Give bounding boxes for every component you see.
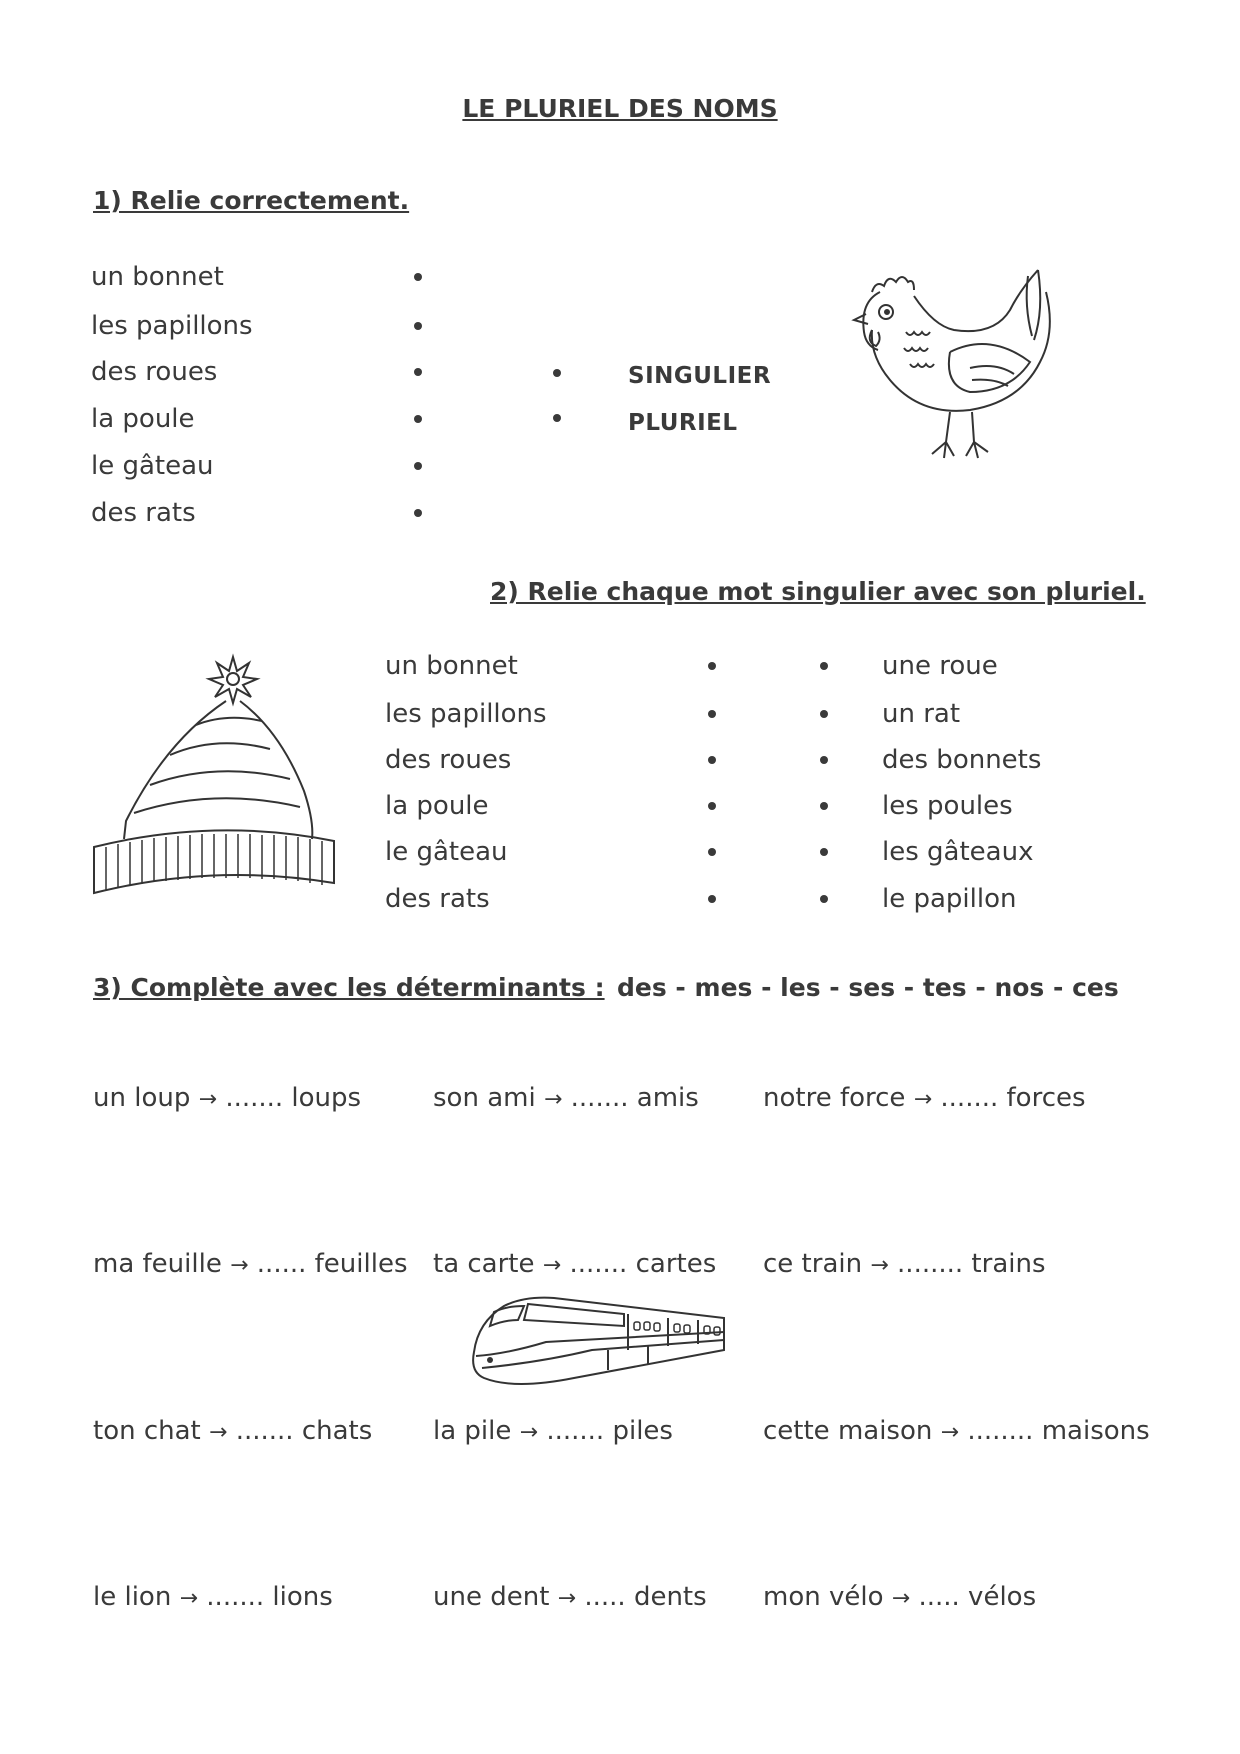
connector-dot[interactable] [820, 895, 828, 903]
page-title: LE PLURIEL DES NOMS [462, 94, 778, 123]
exercise-plural: ....... cartes [569, 1249, 717, 1279]
arrow-icon: → [209, 1420, 228, 1445]
s1-word: les papillons [91, 311, 253, 341]
s2-left-word: le gâteau [385, 837, 508, 867]
arrow-icon: → [870, 1253, 889, 1278]
exercise-item[interactable] [763, 1416, 1150, 1446]
s2-left-word: les papillons [385, 699, 547, 729]
exercise-item[interactable] [763, 1249, 1046, 1279]
exercise-singular: son ami [433, 1083, 536, 1113]
connector-dot[interactable] [414, 462, 422, 470]
exercise-plural: ........ maisons [967, 1416, 1150, 1446]
s2-right-word: les poules [882, 791, 1013, 821]
s2-left-word: un bonnet [385, 651, 518, 681]
exercise-item[interactable] [433, 1582, 707, 1612]
connector-dot[interactable] [708, 802, 716, 810]
hat-drawing [88, 655, 343, 900]
arrow-icon: → [230, 1253, 249, 1278]
connector-dot[interactable] [820, 756, 828, 764]
s2-left-word: la poule [385, 791, 489, 821]
exercise-plural: ........ trains [897, 1249, 1046, 1279]
connector-dot[interactable] [820, 662, 828, 670]
connector-dot[interactable] [414, 509, 422, 517]
determiner-list: des - mes - les - ses - tes - nos - ces [617, 973, 1119, 1002]
exercise-plural: ...... feuilles [256, 1249, 408, 1279]
connector-dot[interactable] [708, 710, 716, 718]
exercise-item[interactable] [433, 1416, 673, 1446]
connector-dot[interactable] [553, 414, 561, 422]
section2-heading: 2) Relie chaque mot singulier avec son pluriel. [490, 577, 1146, 606]
s2-right-word: une roue [882, 651, 998, 681]
exercise-plural: ....... piles [546, 1416, 673, 1446]
exercise-singular: ta carte [433, 1249, 535, 1279]
exercise-item[interactable] [93, 1582, 333, 1612]
plural-label: PLURIEL [628, 410, 738, 436]
exercise-singular: mon vélo [763, 1582, 884, 1612]
arrow-icon: → [519, 1420, 539, 1445]
exercise-plural: ....... loups [225, 1083, 362, 1113]
exercise-plural: ....... lions [206, 1582, 333, 1612]
connector-dot[interactable] [708, 895, 716, 903]
connector-dot[interactable] [820, 802, 828, 810]
connector-dot[interactable] [708, 756, 716, 764]
s2-left-word: des roues [385, 745, 512, 775]
exercise-singular: une dent [433, 1582, 550, 1612]
connector-dot[interactable] [820, 710, 828, 718]
connector-dot[interactable] [553, 369, 561, 377]
arrow-icon: → [891, 1586, 911, 1611]
arrow-icon: → [940, 1420, 960, 1445]
s2-right-word: le papillon [882, 884, 1017, 914]
exercise-plural: ..... dents [584, 1582, 707, 1612]
connector-dot[interactable] [414, 273, 422, 281]
connector-dot[interactable] [708, 848, 716, 856]
exercise-item[interactable] [433, 1083, 699, 1113]
section3-heading: 3) Complète avec les déterminants : [93, 973, 605, 1002]
connector-dot[interactable] [414, 415, 422, 423]
s1-word: le gâteau [91, 451, 214, 481]
train-drawing [468, 1290, 730, 1390]
s1-word: des roues [91, 357, 218, 387]
s2-left-word: des rats [385, 884, 490, 914]
arrow-icon: → [198, 1087, 218, 1112]
s1-word: des rats [91, 498, 196, 528]
exercise-plural: ....... amis [570, 1083, 699, 1113]
arrow-icon: → [542, 1253, 562, 1278]
connector-dot[interactable] [708, 662, 716, 670]
exercise-singular: la pile [433, 1416, 512, 1446]
connector-dot[interactable] [414, 368, 422, 376]
exercise-plural: ..... vélos [918, 1582, 1037, 1612]
s1-word: un bonnet [91, 262, 224, 292]
arrow-icon: → [179, 1586, 199, 1611]
exercise-item[interactable] [763, 1582, 1036, 1612]
arrow-icon: → [913, 1087, 933, 1112]
hen-drawing [850, 262, 1080, 482]
s2-right-word: les gâteaux [882, 837, 1034, 867]
exercise-singular: le lion [93, 1582, 172, 1612]
exercise-item[interactable] [93, 1249, 408, 1279]
connector-dot[interactable] [820, 848, 828, 856]
exercise-item[interactable] [763, 1083, 1086, 1113]
connector-dot[interactable] [414, 322, 422, 330]
exercise-item[interactable] [93, 1416, 372, 1446]
exercise-plural: ....... chats [235, 1416, 373, 1446]
arrow-icon: → [543, 1087, 563, 1112]
exercise-item[interactable] [93, 1083, 361, 1113]
exercise-singular: ton chat [93, 1416, 201, 1446]
exercise-singular: notre force [763, 1083, 906, 1113]
exercise-singular: ce train [763, 1249, 863, 1279]
s2-right-word: un rat [882, 699, 961, 729]
exercise-singular: ma feuille [93, 1249, 222, 1279]
arrow-icon: → [557, 1586, 577, 1611]
exercise-singular: un loup [93, 1083, 191, 1113]
exercise-singular: cette maison [763, 1416, 933, 1446]
singular-label: SINGULIER [628, 363, 772, 389]
s2-right-word: des bonnets [882, 745, 1042, 775]
s1-word: la poule [91, 404, 195, 434]
exercise-item[interactable] [433, 1249, 716, 1279]
exercise-plural: ....... forces [940, 1083, 1086, 1113]
section1-heading: 1) Relie correctement. [93, 186, 410, 215]
